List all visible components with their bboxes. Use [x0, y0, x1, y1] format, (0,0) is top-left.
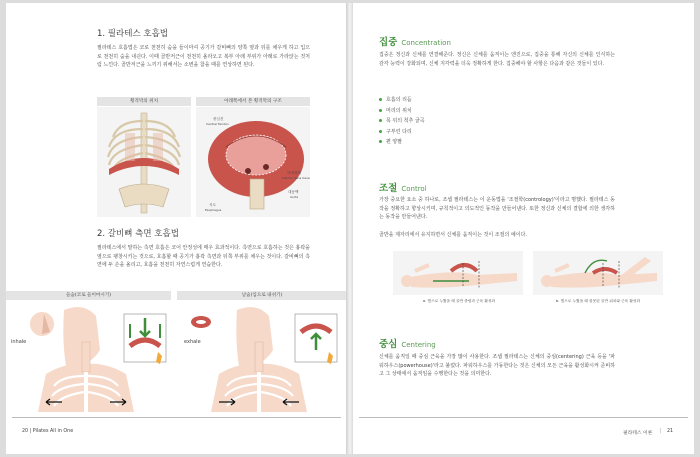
control-title-en: Control: [401, 185, 427, 193]
right-footer-sep: |: [660, 429, 662, 434]
centering-title: [379, 336, 436, 350]
list-item: 구부린 다리: [379, 127, 425, 138]
aorta-label: 대동맥: [288, 190, 299, 194]
esophagus-en-label: Esophagus: [205, 208, 222, 212]
right-footer-label: 필라테스 이론: [623, 431, 653, 436]
right-footer-page: 21: [667, 429, 674, 434]
ivc-label: 하대정맥: [287, 171, 301, 175]
exhale-label: exhale: [184, 339, 201, 345]
esophagus-label: 식도: [209, 203, 216, 207]
control-text-2: 골반을 제자리에서 유지하면서 신체를 움직이는 것이 조절의 예이다.: [379, 232, 527, 238]
centering-text: 신체를 움직일 때 중심 근육을 가장 많이 사용한다. 조셉 필라테스는 신체의 중심(centering) 근육 등을 '파워하우스(powerhouse)'라고 불렀다. 파워하우스를 가동한다는 것은 신체의 모든 근육을 활성화시켜 준비하고 그 상태에서 움직임을 수행한다는 것을 의미한다.: [379, 354, 615, 378]
section1-text: 필라테스 호흡법은 코로 천천히 숨을 들이마셔 공기가 갈비뼈의 양쪽 옆과 뒤를 채우게 하고 입으로 천천히 숨을 내쉰다. 이때 골반저근이 천천히 올라오고 복부 아래 부위가 아래로 가라앉는 것처럼 느낀다. 골반저근을 느끼기 위해서는 소변을 참을 때를 연상하면 된다.: [97, 45, 310, 69]
right-footer-rule: [359, 417, 688, 418]
fig1-caption: 횡격막의 위치: [97, 97, 191, 106]
figure-a-caption: a. 옆으로 누웠을 때 골반 중립과 근육 활성화: [422, 299, 496, 303]
exhale-figure: [177, 302, 347, 414]
list-item: 편 양팔: [379, 137, 425, 148]
inhale-bar: 들숨(코로 들이마시기): [6, 291, 171, 300]
centering-title-ko: 중심: [379, 339, 398, 350]
concentration-title-en: Concentration: [401, 39, 451, 47]
list-item: 호흡의 리듬: [379, 95, 425, 106]
diaphragm-position-figure: [97, 107, 191, 217]
side-lying-incorrect-figure: [533, 251, 663, 295]
control-text-1: 가장 중요한 요소 중 하나로, 조셉 필라테스는 이 운동법을 '조절학(contrology)'이라고 명했다. 필라테스 동작을 정확하고 향상시키며, 규칙적이고 의도적인 동작을 만들어낸다. 또한 정신과 신체의 결합에 의한 생각하는 동작을 만들어낸다.: [379, 197, 615, 221]
concentration-list: [379, 95, 425, 148]
left-footer: 20 | Pilates All in One: [22, 429, 74, 434]
left-footer-rule: [12, 417, 341, 418]
inhale-label: inhale: [11, 339, 27, 345]
inhale-figure: [6, 302, 171, 414]
aorta-en-label: Aorta: [290, 195, 299, 199]
exhale-bar: 날숨(입으로 내쉬기): [177, 291, 347, 300]
concentration-title: [379, 34, 451, 48]
fig2-caption: 아래쪽에서 본 횡격막의 구조: [196, 97, 310, 106]
control-title: [379, 180, 427, 194]
list-item: 머리의 위치: [379, 106, 425, 117]
concentration-title-ko: 집중: [379, 37, 398, 48]
side-lying-neutral-figure: [393, 251, 523, 295]
central-tendon-label: 중심건: [213, 117, 224, 121]
concentration-text: 집중은 정신과 신체를 연결해준다. 정신은 신체를 움직이는 엔진으로, 집중을 통해 자신의 신체를 인식하는 감각 능력이 강화되며, 신체 지각력을 더욱 정확하게 한다. 집중해야 할 사항은 다음과 같은 것들이 있다.: [379, 52, 615, 67]
left-page: [6, 3, 347, 454]
control-title-ko: 조절: [379, 183, 398, 194]
central-tendon-en-label: Central Tendon: [206, 122, 229, 126]
centering-title-en: Centering: [401, 341, 436, 349]
figure-b-caption: b. 옆으로 누웠을 때 잘못된 골반 위치와 근육 활성화: [555, 299, 641, 303]
list-item: 목 뒤의 척추 굴곡: [379, 116, 425, 127]
section1-title: 1. 필라테스 호흡법: [97, 29, 168, 39]
section2-text: 필라테스에서 말하는 측면 호흡은 코어 안정성에 매우 효과적이다. 측면으로 호흡하는 것은 흉곽을 옆으로 팽창시키는 것으로, 호흡할 때 공기가 흉곽 측면과 뒤쪽 부위를 채우는 것이다. 갈비뼈의 측면에 두 손을 올리고, 호흡을 천천히 자연스럽게 연습한다.: [97, 245, 310, 269]
section2-title: 2. 갈비뼈 측면 호흡법: [97, 229, 179, 239]
right-page: [353, 3, 694, 454]
ivc-en-label: Inferior Vena Cava: [282, 176, 310, 180]
